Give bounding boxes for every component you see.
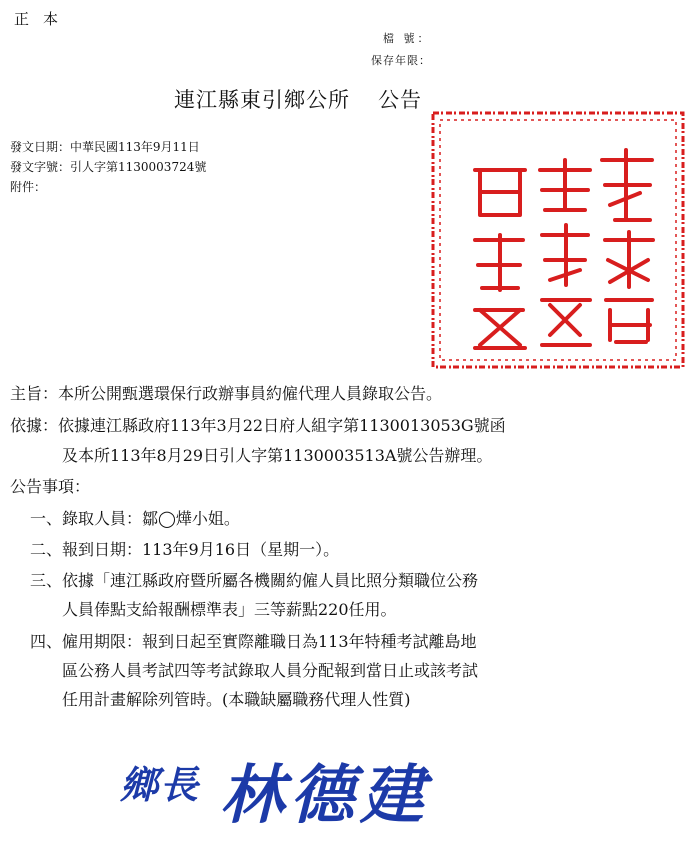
notice-item-4-line-2: 區公務人員考試四等考試錄取人員分配報到當日止或該考試 (62, 661, 479, 680)
attachment-label: 附件： (10, 180, 47, 194)
agency-name: 連江縣東引鄉公所 (174, 88, 350, 112)
basis-line-1: 依據：依據連江縣政府113年3月22日府人組字第1130013053G號函 (10, 416, 506, 435)
official-seal (430, 110, 686, 370)
archive-number: 檔 號： (383, 32, 432, 45)
notice-item-1: 一、錄取人員：鄒◯燁小姐。 (30, 509, 240, 528)
copy-label: 正本 (14, 10, 73, 28)
basis-line-2: 及本所113年8月29日引人字第1130003513A號公告辦理。 (62, 446, 493, 465)
signer-name: 林德建 (220, 758, 430, 833)
document-type: 公告 (378, 88, 422, 112)
notice-item-4-line-3: 任用計畫解除列管時。(本職缺屬職務代理人性質) (62, 690, 411, 709)
page-title (174, 84, 422, 114)
signer-title: 鄉長 (120, 762, 201, 807)
issue-date: 發文日期：中華民國113年9月11日 (10, 140, 200, 154)
notice-heading: 公告事項： (10, 477, 91, 496)
notice-item-3-line-1: 三、依據「連江縣政府暨所屬各機關約僱人員比照分類職位公務 (30, 571, 479, 590)
notice-item-3-line-2: 人員俸點支給報酬標準表」三等薪點220任用。 (62, 600, 397, 619)
notice-item-2: 二、報到日期：113年9月16日（星期一）。 (30, 540, 340, 559)
notice-item-4-line-1: 四、僱用期限：報到日起至實際離職日為113年特種考試離島地 (30, 632, 477, 651)
signature-stamp (120, 744, 480, 840)
subject-line: 主旨：本所公開甄選環保行政辦事員約僱代理人員錄取公告。 (10, 384, 443, 403)
issue-number: 發文字號：引人字第1130003724號 (10, 160, 207, 174)
retention-period: 保存年限： (371, 54, 431, 67)
